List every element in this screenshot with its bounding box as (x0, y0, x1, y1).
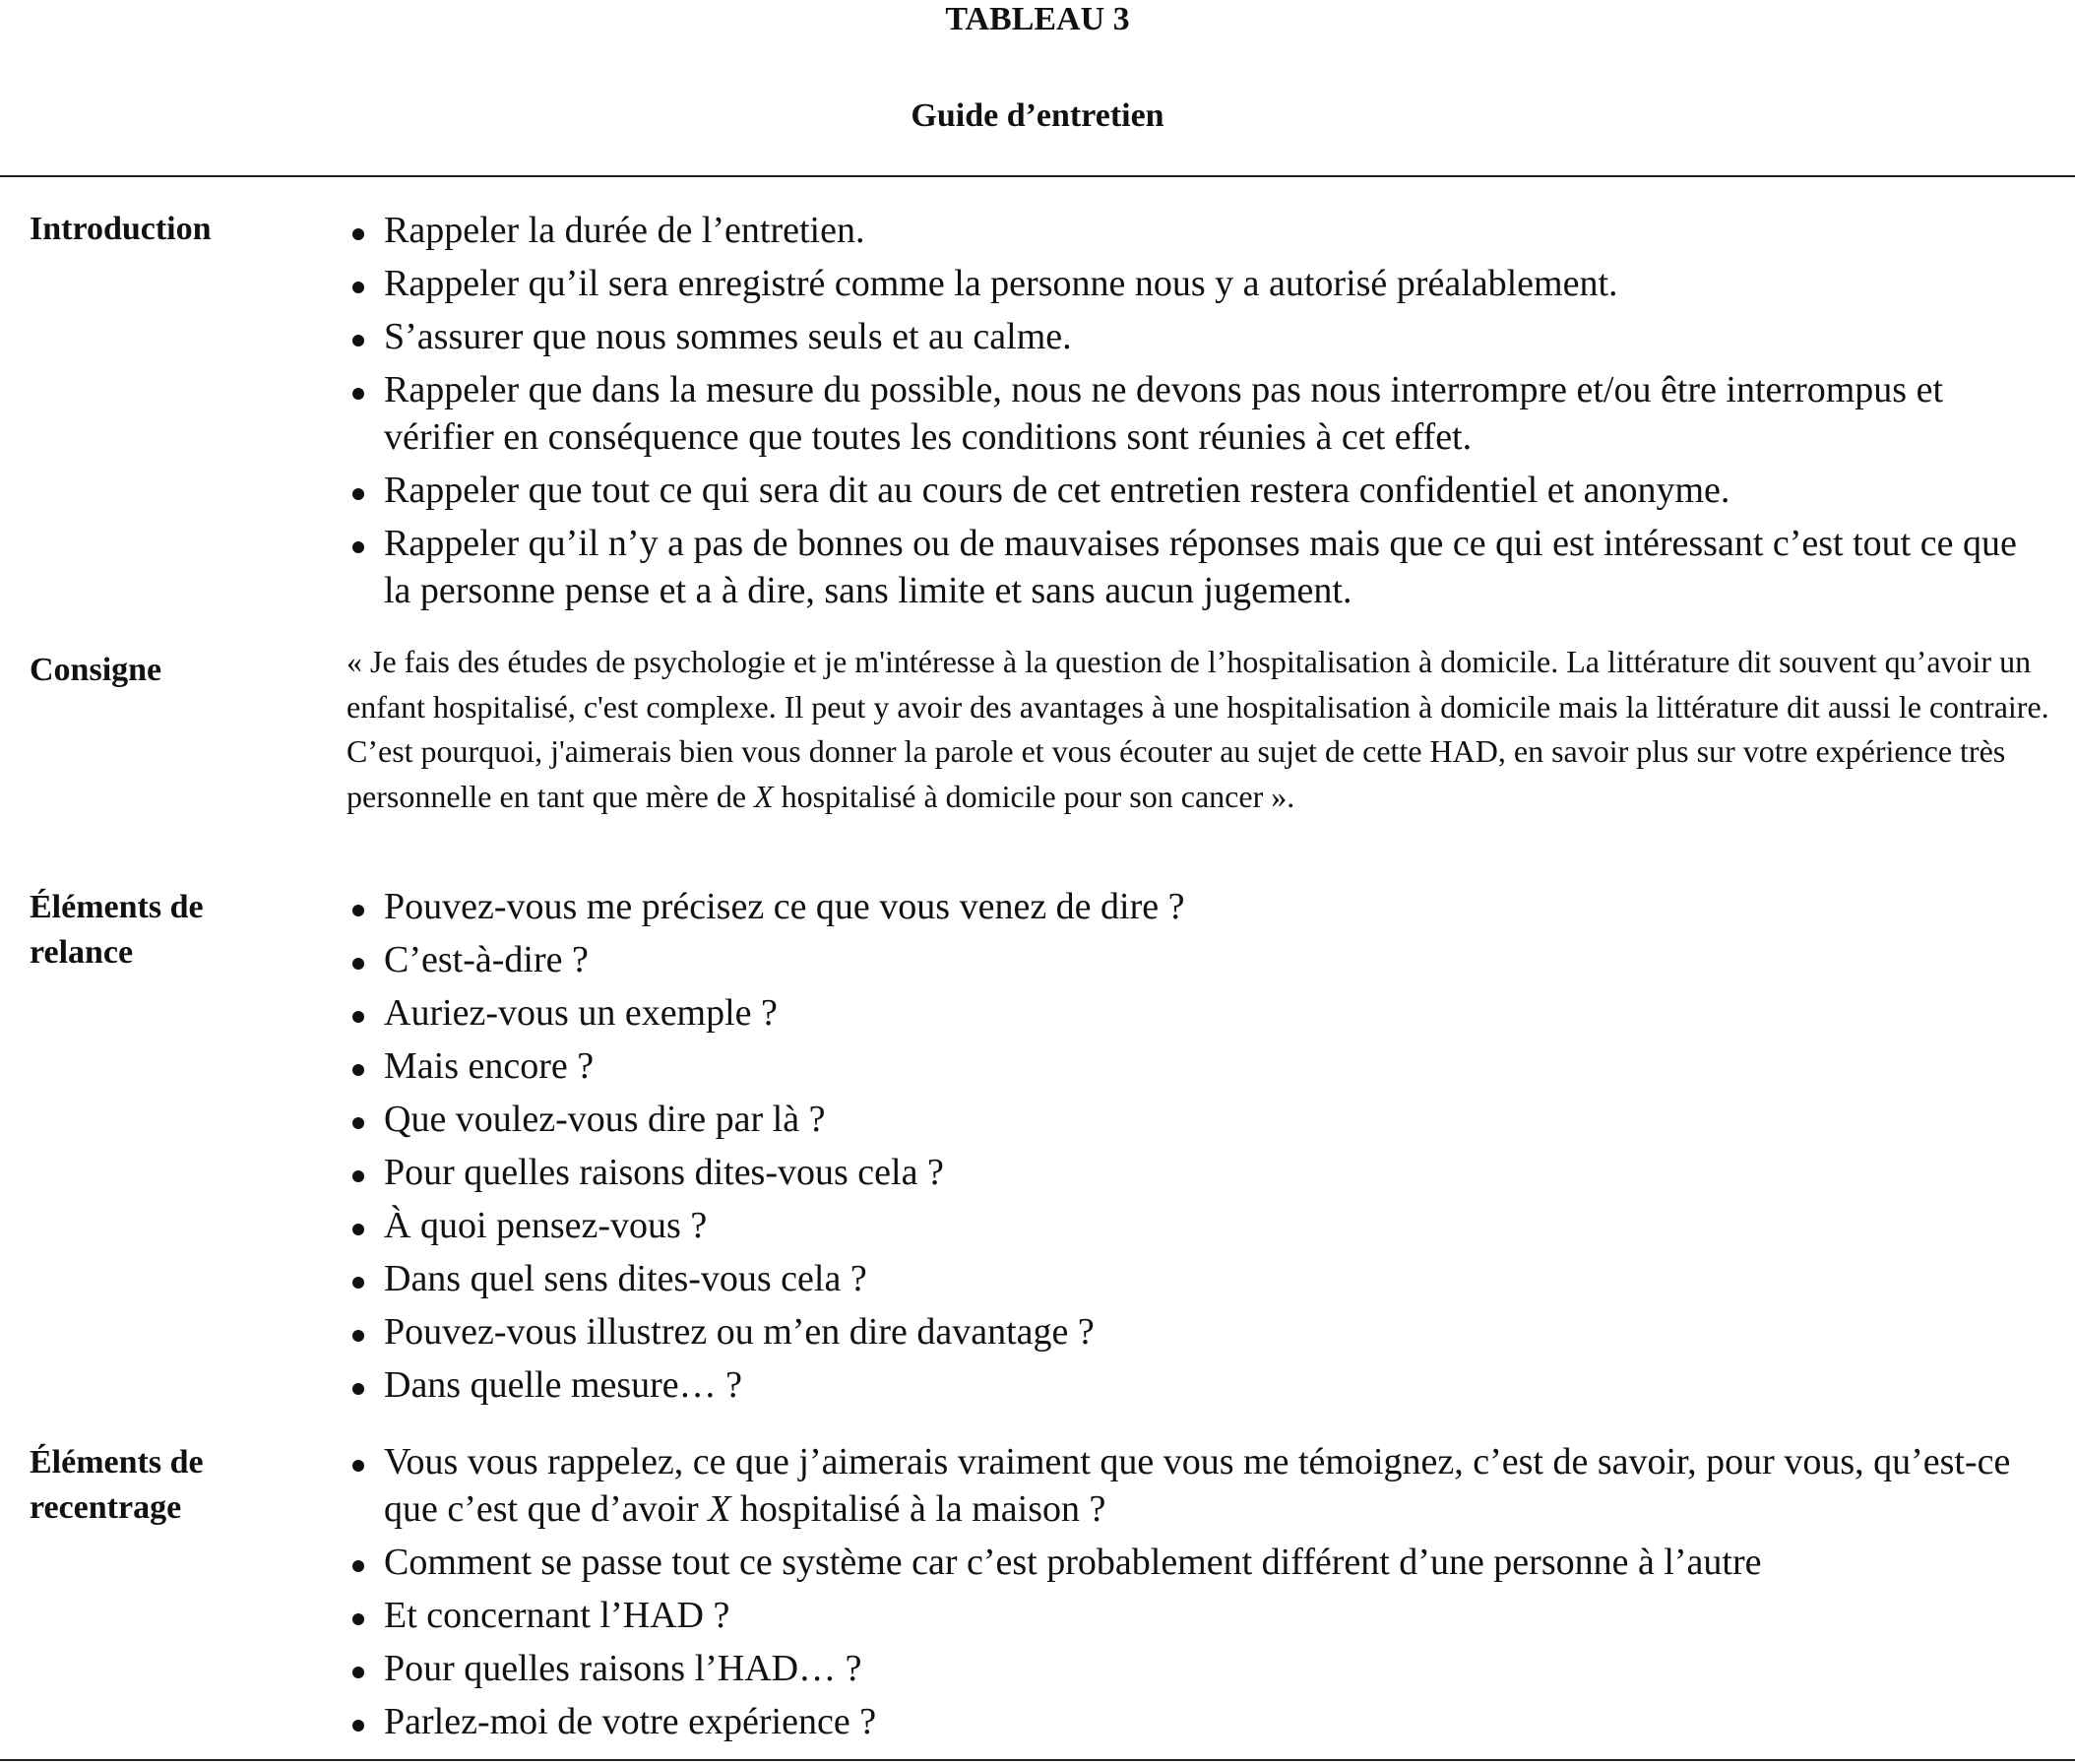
list-item: C’est-à-dire ? (346, 936, 2049, 983)
list-item: Mais encore ? (346, 1042, 2049, 1090)
list-item (346, 1438, 2049, 1533)
table-top-rule (0, 175, 2075, 177)
row-label-relance (30, 885, 315, 976)
row-label-consigne: Consigne (30, 652, 162, 688)
list-item: Pouvez-vous me précisez ce que vous venez de dire ? (346, 883, 2049, 930)
list-item: Rappeler la durée de l’entretien. (346, 207, 2049, 254)
list-item: Rappeler que dans la mesure du possible, nous ne devons pas nous interrompre et/ou être interrompus et vérifier en conséquence que toutes les conditions sont réunies à cet effet. (346, 366, 2049, 461)
list-item: Dans quelle mesure… ? (346, 1361, 2049, 1409)
recentrage-italic-x: X (708, 1488, 731, 1530)
row-label-introduction: Introduction (30, 211, 212, 247)
consigne-text (346, 640, 2049, 819)
relance-list (346, 883, 2049, 1409)
row-label-line: relance (30, 934, 134, 971)
row-body-introduction (346, 207, 2049, 620)
list-item: Pouvez-vous illustrez ou m’en dire davantage ? (346, 1308, 2049, 1355)
row-label-line: Éléments de (30, 889, 204, 925)
list-item: Rappeler qu’il sera enregistré comme la personne nous y a autorisé préalablement. (346, 260, 2049, 307)
row-label-recentrage (30, 1440, 315, 1531)
list-item: Rappeler que tout ce qui sera dit au cours de cet entretien restera confidentiel et anonyme. (346, 467, 2049, 514)
list-item: Pour quelles raisons l’HAD… ? (346, 1645, 2049, 1692)
list-item: Auriez-vous un exemple ? (346, 989, 2049, 1037)
consigne-text-part: hospitalisé à domicile pour son cancer ». (773, 778, 1295, 814)
row-body-recentrage (346, 1438, 2049, 1751)
recentrage-list (346, 1438, 2049, 1745)
row-label-line: recentrage (30, 1489, 182, 1526)
row-body-consigne (346, 640, 2049, 819)
list-item: Comment se passe tout ce système car c’est probablement différent d’une personne à l’autre (346, 1539, 2049, 1586)
list-item: Dans quel sens dites-vous cela ? (346, 1255, 2049, 1302)
list-item: Rappeler qu’il n’y a pas de bonnes ou de mauvaises réponses mais que ce qui est intéressant c’est tout ce que la personne pense et a à dire, sans limite et sans aucun jugement. (346, 520, 2049, 614)
row-label-line: Éléments de (30, 1444, 204, 1480)
consigne-text-part: « Je fais des études de psychologie et je m'intéresse à la question de l’hospitalisation à domicile. La littérature dit souvent qu’avoir un enfant hospitalisé, c'est complexe. Il peut y avoir des avantages à une hospitalisation à domicile mais la littérature dit aussi le contraire. C’est pourquoi, j'aimerais bien vous donner la parole et vous écouter au sujet de cette HAD, en savoir plus sur votre expérience très personnelle en tant que mère de (346, 644, 2049, 814)
introduction-list (346, 207, 2049, 614)
list-item: S’assurer que nous sommes seuls et au calme. (346, 313, 2049, 360)
table-title: Guide d’entretien (911, 97, 1164, 134)
list-item: À quoi pensez-vous ? (346, 1202, 2049, 1249)
list-item-text-part: hospitalisé à la maison ? (730, 1488, 1106, 1530)
table-bottom-rule (0, 1759, 2075, 1761)
consigne-italic-x: X (754, 778, 774, 814)
list-item-text-part: Vous vous rappelez, ce que j’aimerais vraiment que vous me témoignez, c’est de savoir, pour vous, qu’est-ce que c’est que d’avoir (384, 1441, 2011, 1530)
list-item: Et concernant l’HAD ? (346, 1592, 2049, 1639)
list-item: Pour quelles raisons dites-vous cela ? (346, 1149, 2049, 1196)
row-body-relance (346, 883, 2049, 1415)
list-item: Que voulez-vous dire par là ? (346, 1096, 2049, 1143)
table-number: TABLEAU 3 (945, 1, 1130, 37)
list-item: Parlez-moi de votre expérience ? (346, 1698, 2049, 1745)
